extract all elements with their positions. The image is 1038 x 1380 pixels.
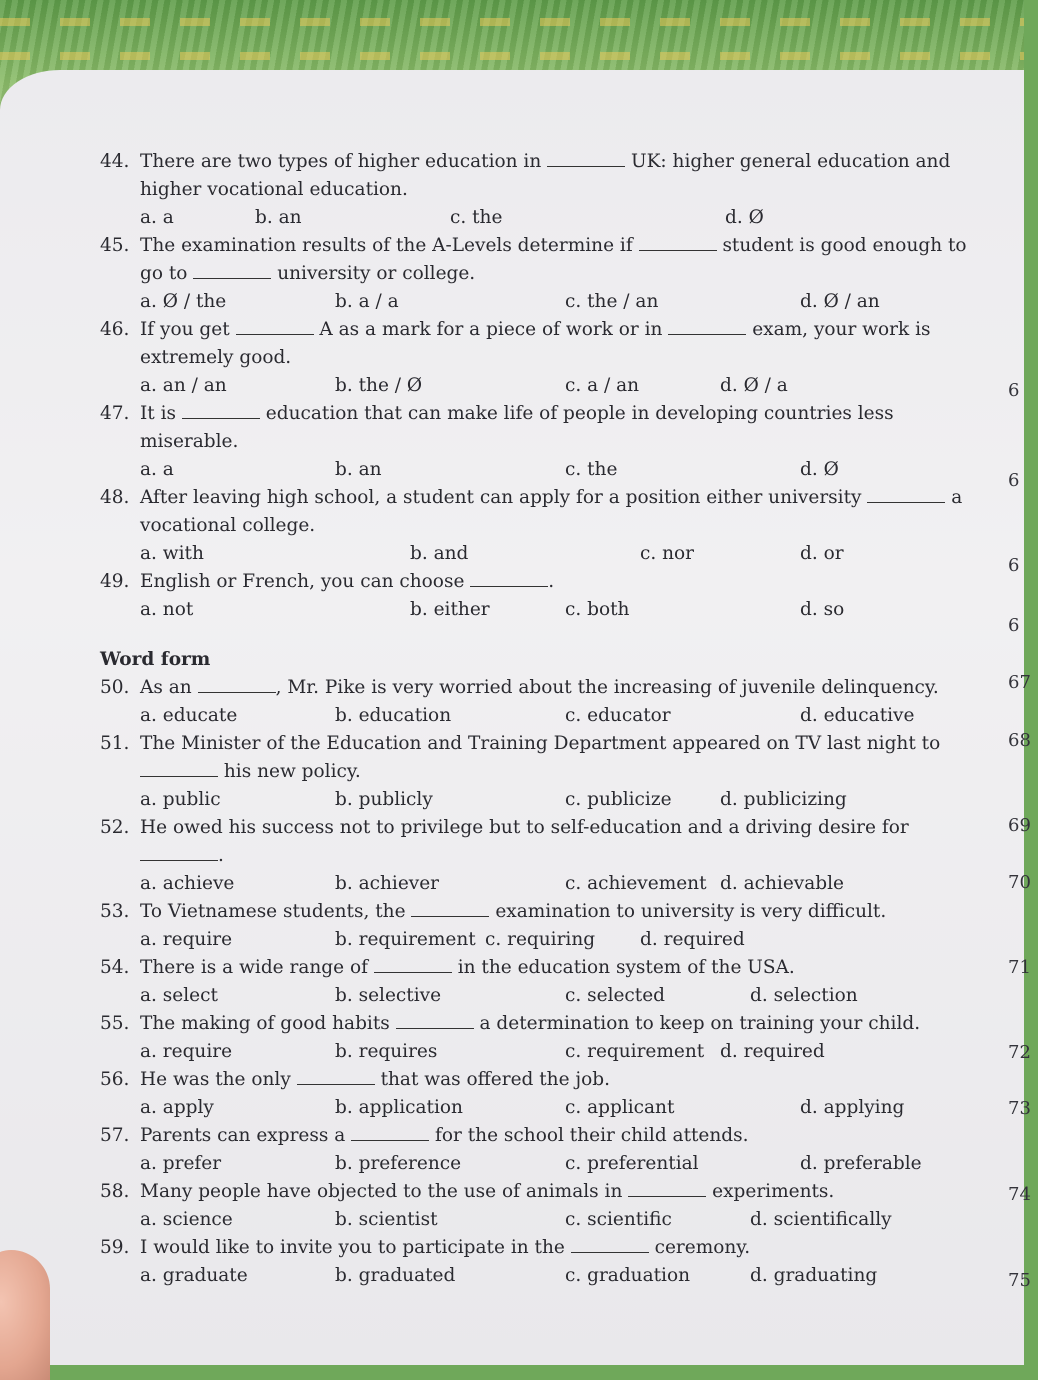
answer-options [100, 372, 920, 400]
question [100, 148, 951, 232]
question-continuation: extremely good. [140, 347, 292, 368]
answer-blank [411, 900, 489, 917]
question-line [100, 1234, 920, 1262]
answer-option[interactable]: d. Ø [725, 207, 764, 228]
answer-options [100, 786, 920, 814]
questions-articles [100, 148, 967, 624]
question-stem [140, 232, 967, 260]
answer-option[interactable]: d. applying [800, 1097, 905, 1118]
answer-option[interactable]: c. educator [565, 705, 671, 726]
answer-blank [182, 402, 260, 419]
question-text: experiments. [706, 1181, 835, 1202]
margin-number: 68 [1008, 730, 1031, 751]
answer-blank [396, 1012, 474, 1029]
question-text: student is good enough to [716, 235, 967, 256]
answer-option[interactable]: c. both [565, 599, 630, 620]
answer-option[interactable]: c. achievement [565, 873, 707, 894]
question-text: A as a mark for a piece of work or in [313, 319, 669, 340]
margin-number: 72 [1008, 1042, 1031, 1063]
question [100, 316, 931, 400]
answer-options [100, 1094, 920, 1122]
answer-options [100, 288, 920, 316]
question-text: After leaving high school, a student can apply for a position either university [140, 487, 868, 508]
answer-option[interactable]: d. scientifically [750, 1209, 892, 1230]
question-text: As an [140, 677, 198, 698]
margin-number: 6 [1008, 380, 1020, 401]
margin-number: 74 [1008, 1184, 1031, 1205]
answer-blank [198, 676, 276, 693]
question-line [100, 814, 920, 842]
question-text: . [548, 571, 555, 592]
question-text: . [218, 845, 224, 866]
answer-option[interactable]: c. the / an [565, 291, 659, 312]
answer-blank [140, 760, 218, 777]
answer-option[interactable]: a. apply [140, 1097, 214, 1118]
answer-blank [571, 1236, 649, 1253]
answer-blank [547, 150, 625, 167]
question-text: I would like to invite you to participate in the [140, 1237, 571, 1258]
question-text: examination to university is very difficult. [489, 901, 887, 922]
answer-option[interactable]: b. scientist [335, 1209, 438, 1230]
answer-option[interactable]: d. selection [750, 985, 858, 1006]
answer-option[interactable]: a. not [140, 599, 194, 620]
answer-blank [639, 234, 717, 251]
answer-option[interactable]: d. required [640, 929, 745, 950]
margin-number: 69 [1008, 815, 1031, 836]
question-text: a [945, 487, 963, 508]
question [100, 898, 920, 954]
answer-option[interactable]: a. an / an [140, 375, 227, 396]
question-line [100, 898, 920, 926]
question-number: 52. [100, 817, 130, 838]
answer-blank [351, 1124, 429, 1141]
answer-option[interactable]: a. science [140, 1209, 233, 1230]
question-text: for the school their child attends. [429, 1125, 749, 1146]
question-number: 58. [100, 1181, 130, 1202]
answer-option[interactable]: a. educate [140, 705, 238, 726]
answer-option[interactable]: b. graduated [335, 1265, 456, 1286]
question-line [100, 400, 920, 428]
question-stem [140, 148, 950, 176]
answer-blank [374, 956, 452, 973]
question-line [100, 148, 951, 176]
question-text: English or French, you can choose [140, 571, 471, 592]
answer-options [100, 1262, 920, 1290]
section-heading: Word form [100, 649, 211, 670]
margin-number: 73 [1008, 1098, 1031, 1119]
margin-number: 6 [1008, 555, 1020, 576]
answer-option[interactable]: c. the [565, 459, 618, 480]
answer-option[interactable]: d. educative [800, 705, 915, 726]
answer-option[interactable]: d. achievable [720, 873, 844, 894]
question-line [100, 568, 920, 596]
answer-option[interactable]: c. graduation [565, 1265, 691, 1286]
question-stem [140, 954, 795, 982]
question-continuation: higher vocational education. [140, 179, 408, 200]
question-text: The making of good habits [140, 1013, 396, 1034]
question-number: 47. [100, 403, 130, 424]
question-text: in the education system of the USA. [451, 957, 795, 978]
question-number: 57. [100, 1125, 130, 1146]
question-text: his new policy. [218, 761, 361, 782]
question-continuation [100, 758, 920, 786]
answer-option[interactable]: d. Ø / a [720, 375, 788, 396]
answer-option[interactable]: a. with [140, 543, 204, 564]
answer-option[interactable]: a. public [140, 789, 221, 810]
question-line [100, 1122, 920, 1150]
question-stem [140, 316, 931, 344]
answer-option[interactable]: b. a / a [335, 291, 399, 312]
answer-option[interactable]: c. scientific [565, 1209, 672, 1230]
question-continuation: vocational college. [140, 515, 316, 536]
question [100, 674, 939, 730]
question-number: 44. [100, 151, 130, 172]
question [100, 1010, 920, 1066]
answer-option[interactable]: b. the / Ø [335, 375, 423, 396]
question-text: education that can make life of people in developing countries less [259, 403, 894, 424]
answer-blank [628, 1180, 706, 1197]
question-text: , Mr. Pike is very worried about the increasing of juvenile delinquency. [275, 677, 939, 698]
question-stem [140, 568, 554, 596]
answer-blank [236, 318, 314, 335]
question-number: 48. [100, 487, 130, 508]
answer-option[interactable]: a. a [140, 207, 174, 228]
question-text: UK: higher general education and [625, 151, 951, 172]
worksheet-content [100, 148, 967, 1290]
answer-option[interactable]: c. publicize [565, 789, 672, 810]
question [100, 814, 920, 898]
margin-number: 75 [1008, 1270, 1031, 1291]
question [100, 730, 941, 814]
question-stem [140, 674, 939, 702]
question-text: that was offered the job. [374, 1069, 611, 1090]
answer-option[interactable]: b. either [410, 599, 490, 620]
answer-option[interactable]: c. requirement [565, 1041, 705, 1062]
answer-option[interactable]: d. so [800, 599, 845, 620]
answer-option[interactable]: c. requiring [485, 929, 596, 950]
answer-option[interactable]: a. a [140, 459, 174, 480]
answer-option[interactable]: b. education [335, 705, 452, 726]
answer-option[interactable]: b. preference [335, 1153, 462, 1174]
question-line [100, 1066, 920, 1094]
answer-options [100, 982, 920, 1010]
question [100, 484, 963, 568]
answer-options [100, 926, 920, 954]
answer-option[interactable]: a. graduate [140, 1265, 248, 1286]
question-number: 56. [100, 1069, 130, 1090]
question [100, 568, 920, 624]
question-stem [140, 1122, 749, 1150]
mat-stripe [0, 52, 1024, 60]
question-number: 50. [100, 677, 130, 698]
answer-blank [867, 486, 945, 503]
question-line [100, 674, 939, 702]
answer-option[interactable]: a. prefer [140, 1153, 222, 1174]
answer-blank [470, 570, 548, 587]
answer-option[interactable]: b. publicly [335, 789, 433, 810]
thumb [0, 1250, 50, 1380]
answer-blank [193, 262, 271, 279]
margin-number: 6 [1008, 470, 1020, 491]
answer-options [100, 540, 920, 568]
question-text: Parents can express a [140, 1125, 352, 1146]
question-line [100, 484, 963, 512]
question-text: ceremony. [648, 1237, 751, 1258]
question [100, 1178, 920, 1234]
margin-number: 71 [1008, 957, 1031, 978]
question-text: a determination to keep on training your child. [473, 1013, 921, 1034]
question-line [100, 730, 941, 758]
answer-option[interactable]: c. nor [640, 543, 695, 564]
question [100, 232, 967, 316]
question-text: The Minister of the Education and Training Department appeared on TV last night to [140, 733, 941, 754]
answer-option[interactable]: c. selected [565, 985, 666, 1006]
question [100, 1122, 920, 1178]
answer-option[interactable]: b. selective [335, 985, 442, 1006]
answer-option[interactable]: d. preferable [800, 1153, 922, 1174]
answer-option[interactable]: d. Ø [800, 459, 839, 480]
question [100, 1234, 920, 1290]
answer-option[interactable]: d. required [720, 1041, 825, 1062]
question-continuation [100, 842, 920, 870]
answer-option[interactable]: c. the [450, 207, 503, 228]
question-stem [140, 1066, 610, 1094]
answer-option[interactable]: b. and [410, 543, 469, 564]
answer-option[interactable]: d. graduating [750, 1265, 878, 1286]
answer-blank [297, 1068, 375, 1085]
question-line [100, 232, 967, 260]
margin-number: 70 [1008, 872, 1031, 893]
answer-blank [140, 844, 218, 861]
answer-option[interactable]: a. require [140, 929, 233, 950]
question [100, 1066, 920, 1122]
answer-options [100, 1150, 920, 1178]
question-text: Many people have objected to the use of animals in [140, 1181, 629, 1202]
question-text: To Vietnamese students, the [140, 901, 412, 922]
answer-options [100, 204, 920, 232]
answer-option[interactable]: d. or [800, 543, 844, 564]
question-number: 59. [100, 1237, 130, 1258]
margin-number: 6 [1008, 615, 1020, 636]
question-stem [140, 730, 940, 758]
answer-option[interactable]: d. Ø / an [800, 291, 880, 312]
mat-stripe [0, 18, 1024, 26]
question-stem [140, 1010, 920, 1038]
answer-options [100, 702, 920, 730]
answer-option[interactable]: b. achiever [335, 873, 440, 894]
answer-options [100, 596, 920, 624]
answer-option[interactable]: a. select [140, 985, 218, 1006]
answer-option[interactable]: d. publicizing [720, 789, 847, 810]
question-stem [140, 484, 962, 512]
answer-options [100, 456, 920, 484]
question [100, 400, 920, 484]
question-line [100, 316, 931, 344]
question-number: 46. [100, 319, 130, 340]
question-line [100, 954, 920, 982]
question-text: The examination results of the A-Levels determine if [140, 235, 639, 256]
question-number: 51. [100, 733, 130, 754]
question-stem [140, 1234, 750, 1262]
question-number: 49. [100, 571, 130, 592]
answer-option[interactable]: c. preferential [565, 1153, 699, 1174]
answer-options [100, 1206, 920, 1234]
question-stem [140, 814, 909, 842]
answer-options [100, 1038, 920, 1066]
answer-option[interactable]: b. requires [335, 1041, 438, 1062]
answer-option[interactable]: b. an [255, 207, 302, 228]
question-text: He owed his success not to privilege but to self-education and a driving desire for [140, 817, 909, 838]
question-text: There is a wide range of [140, 957, 374, 978]
answer-blank [668, 318, 746, 335]
question-number: 54. [100, 957, 130, 978]
answer-option[interactable]: b. application [335, 1097, 463, 1118]
question-line [100, 1010, 920, 1038]
question-continuation: miserable. [140, 431, 239, 452]
question [100, 954, 920, 1010]
answer-option[interactable]: a. Ø / the [140, 291, 227, 312]
questions-word-form [100, 674, 941, 1290]
answer-options [100, 870, 920, 898]
answer-option[interactable]: b. an [335, 459, 382, 480]
question-stem [140, 898, 886, 926]
answer-option[interactable]: a. achieve [140, 873, 235, 894]
question-stem [140, 1178, 834, 1206]
question-text: university or college. [271, 263, 476, 284]
question-number: 55. [100, 1013, 130, 1034]
question-text: If you get [140, 319, 236, 340]
answer-option[interactable]: c. applicant [565, 1097, 675, 1118]
answer-option[interactable]: b. requirement [335, 929, 476, 950]
question-number: 53. [100, 901, 130, 922]
question-number: 45. [100, 235, 130, 256]
question-text: He was the only [140, 1069, 297, 1090]
question-text: There are two types of higher education in [140, 151, 548, 172]
question-line [100, 1178, 920, 1206]
answer-option[interactable]: a. require [140, 1041, 233, 1062]
question-continuation [100, 260, 920, 288]
question-text: exam, your work is [746, 319, 931, 340]
question-text: go to [140, 263, 194, 284]
margin-number: 67 [1008, 672, 1031, 693]
question-stem [140, 400, 894, 428]
question-text: It is [140, 403, 182, 424]
answer-option[interactable]: c. a / an [565, 375, 640, 396]
